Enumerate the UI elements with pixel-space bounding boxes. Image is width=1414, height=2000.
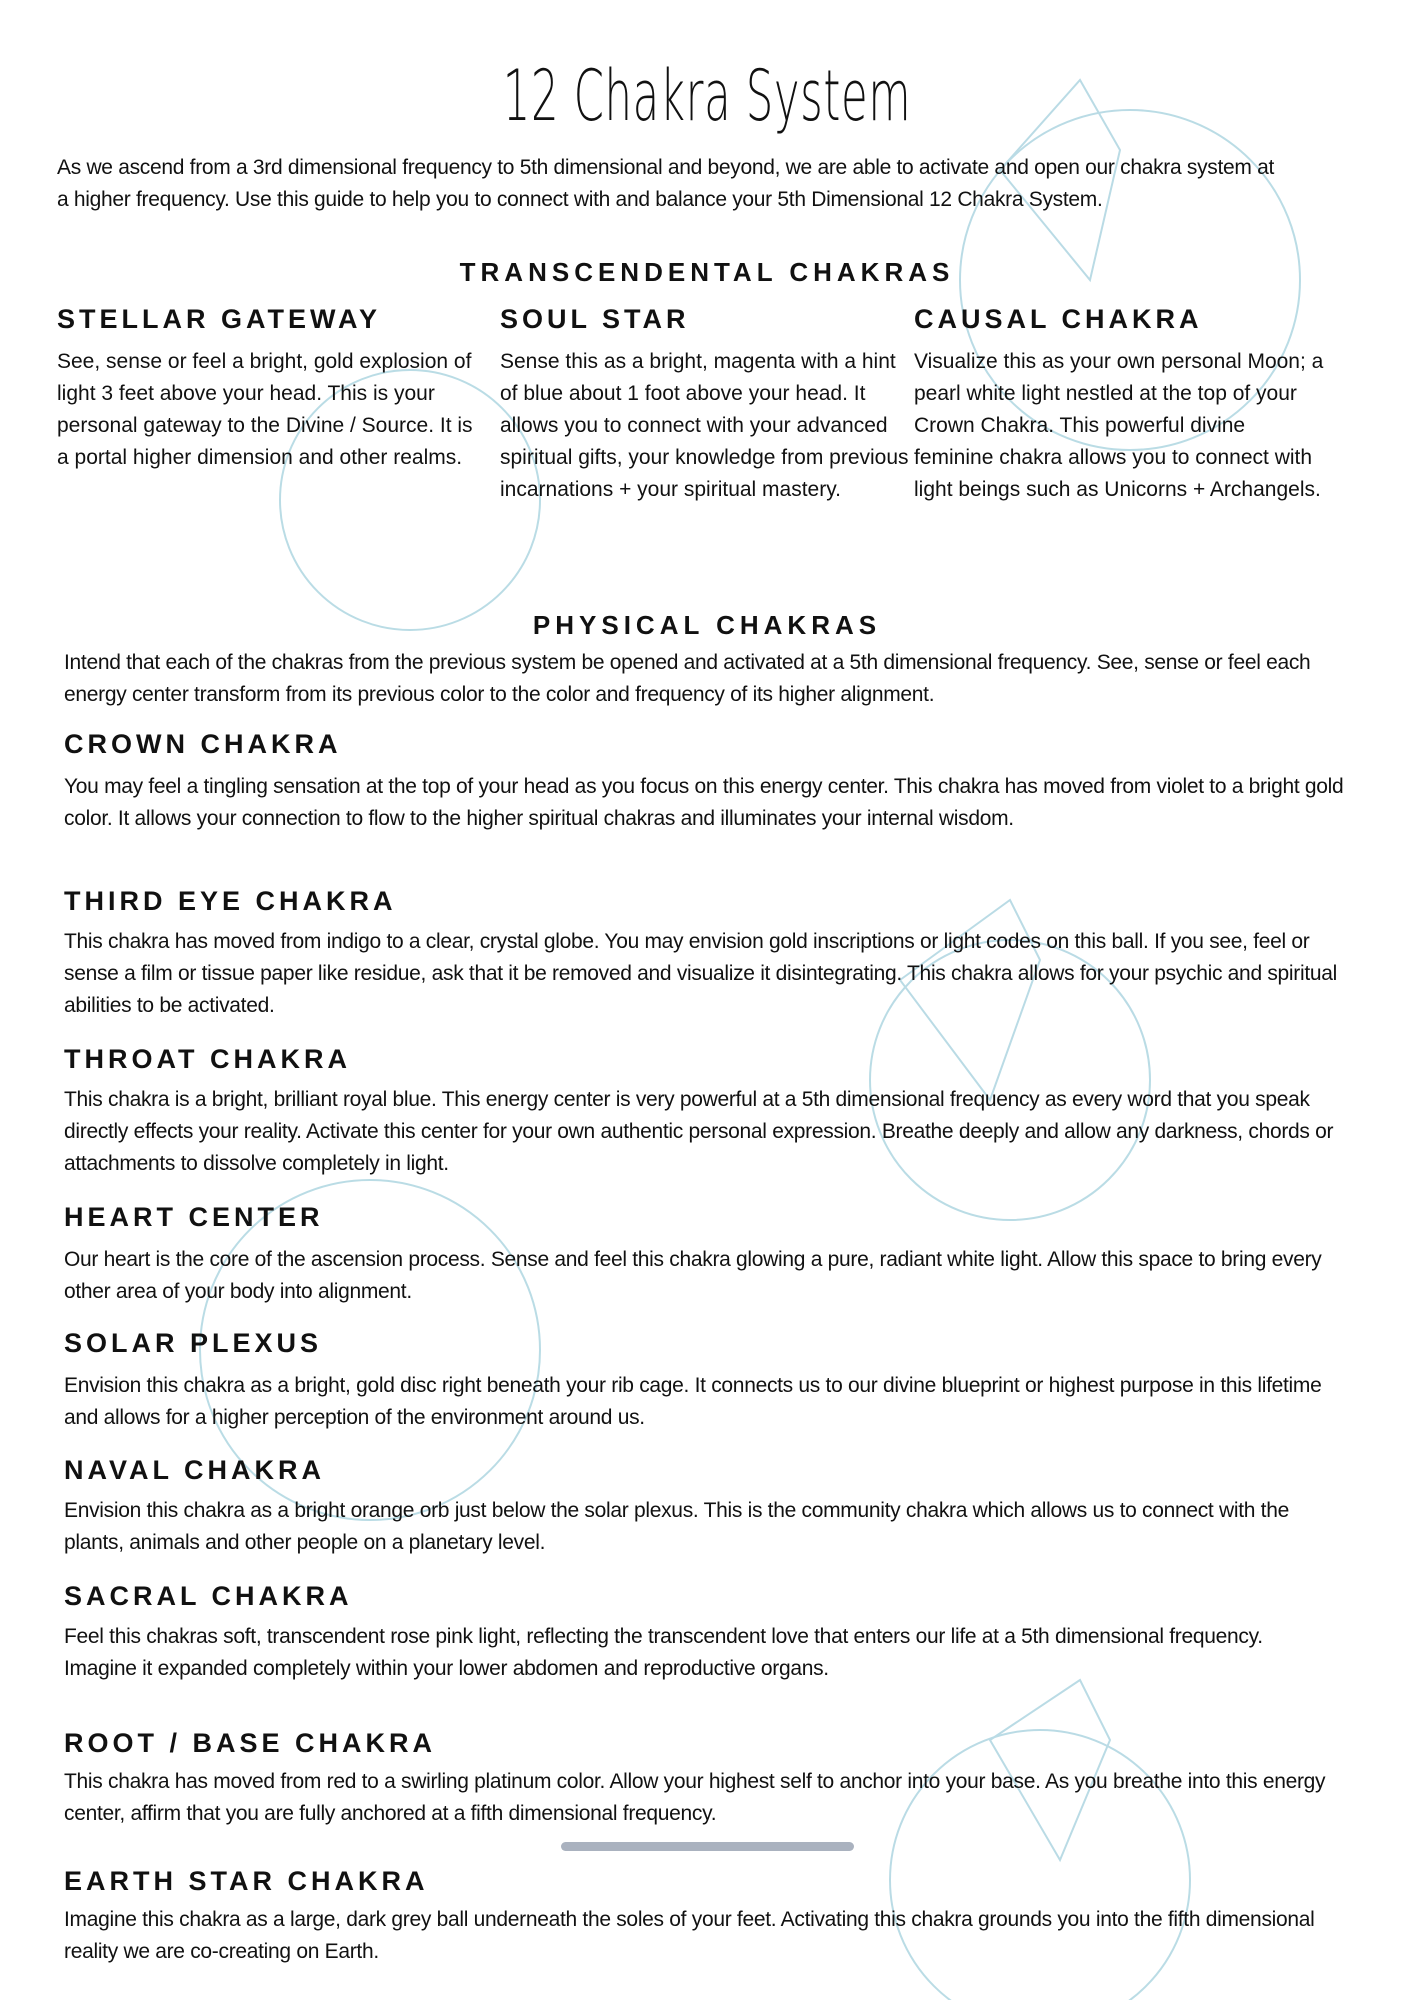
- sacral-chakra-title: SACRAL CHAKRA: [64, 1581, 353, 1611]
- naval-chakra-title: NAVAL CHAKRA: [64, 1455, 325, 1485]
- earth-star-text: Imagine this chakra as a large, dark grey ball underneath the soles of your feet. Activating this chakra grounds you into the fifth dimensional reality we are co-creating on Earth.: [64, 1908, 1315, 1963]
- heart-center-text: Our heart is the core of the ascension process. Sense and feel this chakra glowing a pure, radiant white light. Allow this space to bring every other area of your body into alignment.: [64, 1248, 1322, 1303]
- intro-text: As we ascend from a 3rd dimensional frequency to 5th dimensional and beyond, we are able to activate and open our chakra system at a higher frequency. Use this guide to help you to connect with and balance your 5th Dimensional 12 Chakra System.: [57, 156, 1275, 211]
- divider: [561, 1842, 854, 1851]
- sacral-chakra-text: Feel this chakras soft, transcendent rose pink light, reflecting the transcendent love that enters our life at a 5th dimensional frequency. Imagine it expanded completely within your lower abdomen and reproductive organs.: [64, 1625, 1263, 1680]
- page-title: 12 Chakra System: [502, 55, 912, 137]
- crown-chakra-title: CROWN CHAKRA: [64, 729, 342, 759]
- third-eye-text: This chakra has moved from indigo to a clear, crystal globe. You may envision gold inscriptions or light codes on this ball. If you see, feel or sense a film or tissue paper like residue, ask that it be removed and visualize it disintegrating. This chakra allows for your psychic and spiritual abilities to be activated.: [64, 930, 1338, 1017]
- soul-star-text: Sense this as a bright, magenta with a hint of blue about 1 foot above your head. It allows you to connect with your advanced spiritual gifts, your knowledge from previous incarnations + your spiritual mastery.: [500, 350, 909, 501]
- naval-chakra-text: Envision this chakra as a bright orange orb just below the solar plexus. This is the community chakra which allows us to connect with the plants, animals and other people on a planetary level.: [64, 1499, 1289, 1554]
- causal-chakra-text: Visualize this as your own personal Moon; a pearl white light nestled at the top of your Crown Chakra. This powerful divine feminine chakra allows you to connect with light beings such as Unicorns + Archangels.: [914, 350, 1324, 501]
- stellar-gateway-text: See, sense or feel a bright, gold explosion of light 3 feet above your head. This is your personal gateway to the Divine / Source. It is a portal higher dimension and other realms.: [57, 350, 473, 469]
- throat-chakra-text: This chakra is a bright, brilliant royal blue. This energy center is very powerful at a 5th dimensional frequency as every word that you speak directly effects your reality. Activate this center for your own authentic personal expression. Breathe deeply and allow any darkness, chords or attachments to dissolve completely in light.: [64, 1088, 1334, 1175]
- third-eye-title: THIRD EYE CHAKRA: [64, 886, 397, 916]
- stellar-gateway-title: STELLAR GATEWAY: [57, 304, 382, 334]
- physical-intro: Intend that each of the chakras from the previous system be opened and activated at a 5th dimensional frequency. See, sense or feel each energy center transform from its previous color to the color and frequency of its higher alignment.: [64, 651, 1311, 706]
- causal-chakra-title: CAUSAL CHAKRA: [914, 304, 1203, 334]
- earth-star-title: EARTH STAR CHAKRA: [64, 1866, 429, 1896]
- crown-chakra-text: You may feel a tingling sensation at the top of your head as you focus on this energy center. This chakra has moved from violet to a bright gold color. It allows your connection to flow to the higher spiritual chakras and illuminates your internal wisdom.: [64, 775, 1344, 830]
- transcendental-heading: TRANSCENDENTAL CHAKRAS: [459, 257, 955, 287]
- solar-plexus-title: SOLAR PLEXUS: [64, 1328, 323, 1358]
- heart-center-title: HEART CENTER: [64, 1202, 324, 1232]
- solar-plexus-text: Envision this chakra as a bright, gold disc right beneath your rib cage. It connects us to our divine blueprint or highest purpose in this lifetime and allows for a higher perception of the environment around us.: [64, 1374, 1322, 1429]
- root-chakra-text: This chakra has moved from red to a swirling platinum color. Allow your highest self to anchor into your base. As you breathe into this energy center, affirm that you are fully anchored at a fifth dimensional frequency.: [64, 1770, 1326, 1825]
- throat-chakra-title: THROAT CHAKRA: [64, 1044, 351, 1074]
- physical-heading: PHYSICAL CHAKRAS: [532, 610, 882, 640]
- root-chakra-title: ROOT / BASE CHAKRA: [64, 1728, 437, 1758]
- soul-star-title: SOUL STAR: [500, 304, 690, 334]
